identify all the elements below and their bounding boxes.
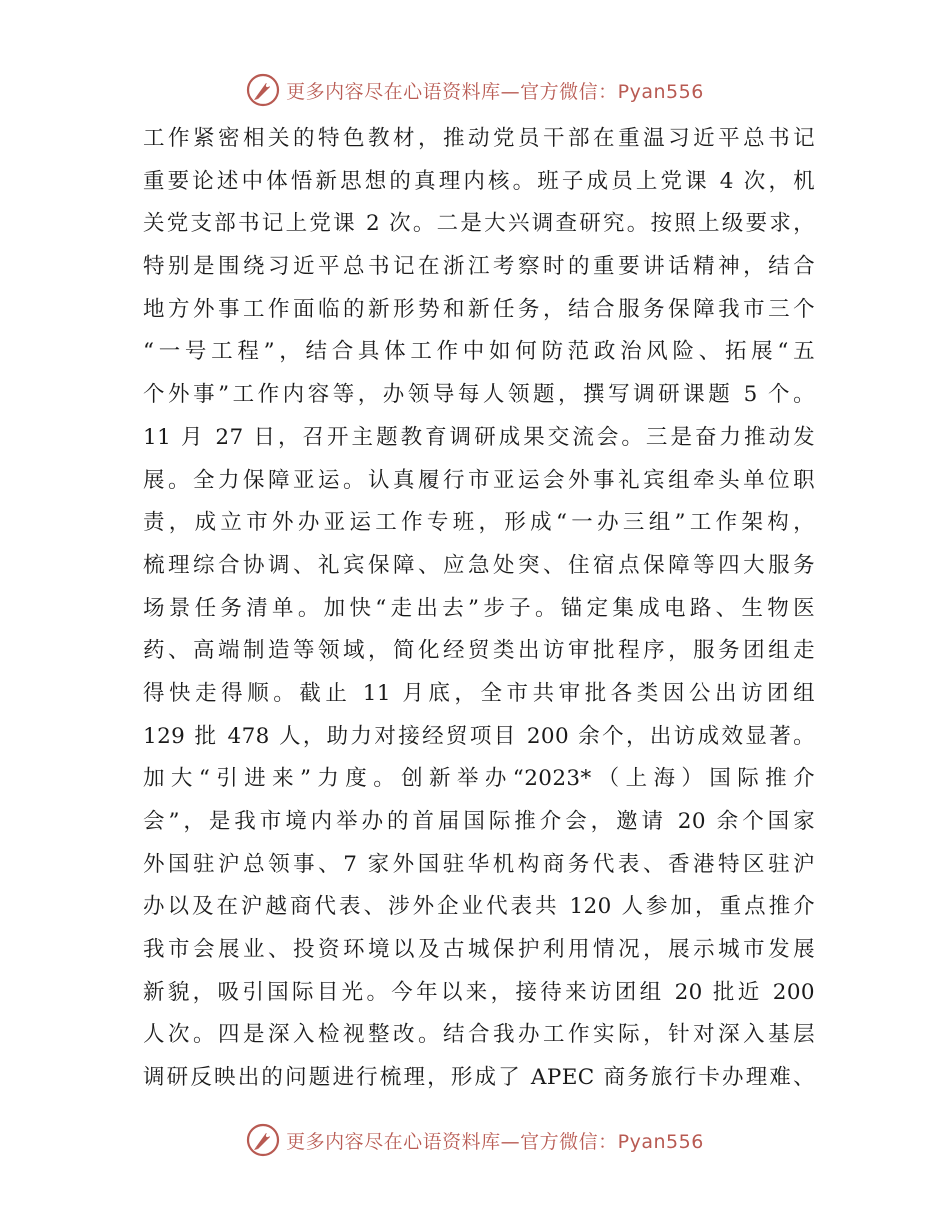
text-line: 办以及在沪越商代表、涉外企业代表共 120 人参加，重点推介 — [143, 894, 815, 920]
header-watermark — [0, 70, 950, 110]
pen-nib-logo-icon — [246, 73, 280, 107]
text-line: 得快走得顺。截止 11 月底，全市共审批各类因公出访团组 — [143, 680, 815, 706]
watermark-text: 更多内容尽在心语资料库—官方微信：Pyan556 — [286, 80, 704, 103]
text-line: “一号工程”，结合具体工作中如何防范政治风险、拓展“五 — [143, 339, 815, 365]
text-line: 加大“引进来”力度。创新举办“2023*（上海）国际推介 — [143, 766, 815, 792]
text-line: 场景任务清单。加快“走出去”步子。锚定集成电路、生物医 — [143, 595, 815, 621]
text-line: 特别是围绕习近平总书记在浙江考察时的重要讲话精神，结合 — [143, 254, 815, 280]
pen-nib-logo-icon — [246, 1123, 280, 1157]
text-line: 129 批 478 人，助力对接经贸项目 200 余个，出访成效显著。 — [143, 723, 815, 749]
text-line: 重要论述中体悟新思想的真理内核。班子成员上党课 4 次，机 — [143, 168, 815, 194]
text-line: 调研反映出的问题进行梳理，形成了 APEC 商务旅行卡办理难、 — [143, 1065, 815, 1091]
document-body — [143, 118, 815, 1100]
footer-watermark — [0, 1120, 950, 1160]
text-line: 梳理综合协调、礼宾保障、应急处突、住宿点保障等四大服务 — [143, 552, 815, 578]
text-line: 我市会展业、投资环境以及古城保护利用情况，展示城市发展 — [143, 937, 815, 963]
text-line: 个外事”工作内容等，办领导每人领题，撰写调研课题 5 个。 — [143, 382, 815, 408]
text-line: 药、高端制造等领域，简化经贸类出访审批程序，服务团组走 — [143, 638, 815, 664]
text-line: 展。全力保障亚运。认真履行市亚运会外事礼宾组牵头单位职 — [143, 467, 815, 493]
watermark-text: 更多内容尽在心语资料库—官方微信：Pyan556 — [286, 1130, 704, 1153]
text-line: 11 月 27 日，召开主题教育调研成果交流会。三是奋力推动发 — [143, 424, 815, 450]
text-line: 新貌，吸引国际目光。今年以来，接待来访团组 20 批近 200 — [143, 979, 815, 1005]
text-line: 外国驻沪总领事、7 家外国驻华机构商务代表、香港特区驻沪 — [143, 851, 815, 877]
text-line: 责，成立市外办亚运工作专班，形成“一办三组”工作架构， — [143, 510, 815, 536]
text-line: 工作紧密相关的特色教材，推动党员干部在重温习近平总书记 — [143, 126, 815, 151]
text-line: 关党支部书记上党课 2 次。二是大兴调查研究。按照上级要求， — [143, 211, 815, 237]
text-line: 人次。四是深入检视整改。结合我办工作实际，针对深入基层 — [143, 1022, 815, 1048]
text-line: 会”，是我市境内举办的首届国际推介会，邀请 20 余个国家 — [143, 809, 815, 834]
text-line: 地方外事工作面临的新形势和新任务，结合服务保障我市三个 — [143, 296, 815, 322]
